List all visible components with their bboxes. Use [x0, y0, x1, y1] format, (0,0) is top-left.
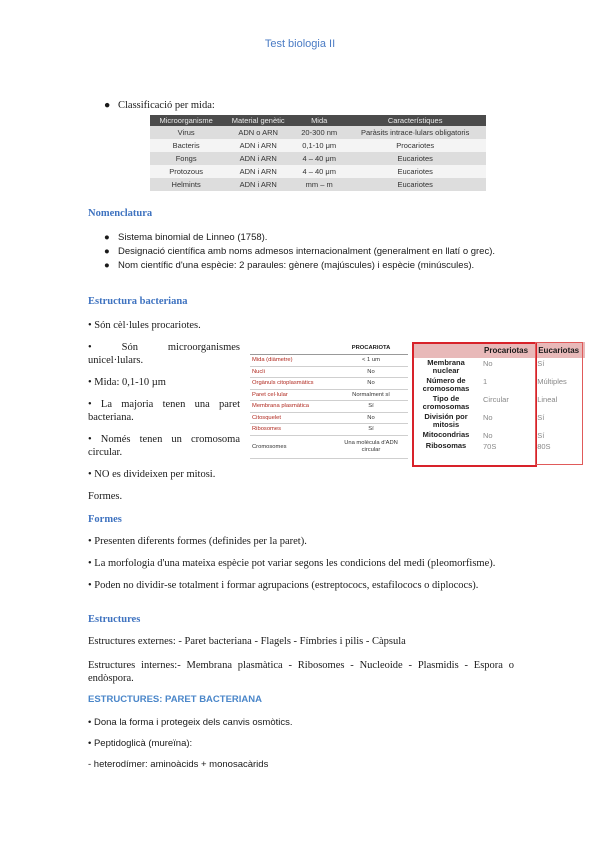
table-header-row: [150, 115, 486, 126]
column-header: Mida: [294, 115, 344, 126]
list-item: • La majoria tenen una paret bacteriana.: [88, 399, 240, 423]
formes-list: [88, 535, 512, 592]
table-cell: Eucariotes: [344, 165, 486, 178]
table-cell: Sí: [537, 359, 545, 368]
list-item: • NO es divideixen per mitosi.: [88, 469, 216, 480]
table-cell: Una molècula d'ADN circular: [334, 435, 408, 458]
table-cell: [250, 342, 334, 355]
table-row: [250, 366, 408, 378]
compare-table-wrapper: [412, 342, 585, 467]
list-item: • Només tenen un cromosoma circular.: [88, 434, 240, 458]
table-cell: Eucariotes: [344, 152, 486, 165]
table-cell: Sí: [537, 431, 545, 440]
table-cell: Orgànuls citoplasmàtics: [250, 378, 334, 390]
nomenclatura-heading: Nomenclatura: [88, 208, 153, 219]
table-cell: Membrana nuclear: [427, 358, 465, 375]
table-cell: 80S: [537, 442, 551, 451]
table-row: [150, 165, 486, 178]
table-cell: ADN i ARN: [222, 139, 294, 152]
column-header: Procariotas: [480, 342, 534, 358]
table-cell: No: [483, 359, 493, 368]
table-cell: Helmints: [150, 178, 222, 191]
table-cell: Fongs: [150, 152, 222, 165]
bullet-icon: ●: [104, 246, 110, 257]
table-cell: < 1 um: [334, 355, 408, 367]
table-cell: No: [334, 366, 408, 378]
classification-table: [150, 115, 486, 191]
list-item: - heterodímer: aminoàcids + monosacàrids: [88, 759, 269, 770]
list-item: [104, 231, 514, 245]
list-item: • Peptidoglicà (mureïna):: [88, 738, 193, 749]
table-row: [250, 378, 408, 390]
table-row: [250, 355, 408, 367]
formes-heading: Formes: [88, 514, 122, 525]
table-cell: Sí: [537, 413, 545, 422]
table-cell: División por mitosis: [424, 412, 468, 429]
table-cell: Mitocondrias: [422, 430, 470, 439]
table-cell: Circular: [483, 395, 509, 404]
estructura-list: [88, 319, 240, 503]
table-row: [250, 401, 408, 413]
estructures-externes: Estructures externes: - Paret bacteriana - Flagels - Fímbries i pilis - Càpsula: [88, 636, 406, 647]
bullet-icon: ●: [104, 260, 110, 271]
column-header: Material genètic: [222, 115, 294, 126]
table-cell: No: [483, 413, 493, 422]
procariotas-highlight-box: [412, 342, 537, 467]
table-cell: mm – m: [294, 178, 344, 191]
column-header: Microorganisme: [150, 115, 222, 126]
table-cell: No: [334, 412, 408, 424]
estructures-heading: Estructures: [88, 614, 141, 625]
table-cell: Cromosomes: [250, 435, 334, 458]
table-cell: 1: [483, 377, 488, 386]
column-header: PROCARIOTA: [334, 342, 408, 355]
table-cell: 70S: [483, 442, 497, 451]
column-header: Eucariotas: [534, 342, 585, 358]
table-cell: Lineal: [537, 395, 558, 404]
table-cell: ADN i ARN: [222, 165, 294, 178]
classification-label: Classificació per mida:: [118, 100, 215, 111]
table-row: [150, 126, 486, 139]
table-cell: No: [334, 378, 408, 390]
procariota-table: [250, 342, 408, 459]
table-cell: ADN i ARN: [222, 178, 294, 191]
list-item: • La morfologia d'una mateixa espècie pot variar segons les condicions del medi (pleomorfisme).: [88, 558, 496, 569]
estructures-internes: Estructures internes:- Membrana plasmàtica - Ribosomes - Nucleoide - Plasmidis - Espora o endòspora.: [88, 660, 514, 684]
table-cell: Protozous: [150, 165, 222, 178]
list-item: • Poden no dividir-se totalment i formar agrupacions (estreptococs, estafilococs o diplococs).: [88, 580, 479, 591]
table-row: [150, 152, 486, 165]
table-cell: No: [483, 431, 493, 440]
table-cell: Ribosomes: [250, 424, 334, 436]
column-header: Característiques: [344, 115, 486, 126]
eucariotas-highlight-box: [535, 342, 583, 465]
list-item-text: Nom científic d'una espècie: 2 paraules: gènere (majúscules) i espècie (minúscules).: [118, 260, 475, 271]
estructura-heading: Estructura bacteriana: [88, 296, 188, 307]
table-cell: Paret cel·lular: [250, 389, 334, 401]
table-cell: Paràsits intrace·lulars obligatoris: [344, 126, 486, 139]
table-row: [250, 412, 408, 424]
paret-list: [88, 717, 512, 770]
table-cell: ADN i ARN: [222, 152, 294, 165]
table-cell: Normalment sí: [334, 389, 408, 401]
list-item: [104, 245, 514, 259]
classification-bullet: [104, 100, 215, 111]
list-item-text: Sistema binomial de Linneo (1758).: [118, 232, 268, 243]
table-cell: Citosquelet: [250, 412, 334, 424]
table-cell: Membrana plasmàtica: [250, 401, 334, 413]
table-cell: Número de cromosomas: [422, 376, 470, 393]
table-cell: Tipo de cromosomas: [422, 394, 470, 411]
bullet-icon: ●: [104, 100, 111, 111]
table-header-row: [250, 342, 408, 355]
list-item: • Són cèl·lules procariotes.: [88, 320, 201, 331]
paret-heading: ESTRUCTURES: PARET BACTERIANA: [88, 694, 262, 705]
table-cell: Bacteris: [150, 139, 222, 152]
table-cell: Nucli: [250, 366, 334, 378]
formes-label: Formes.: [88, 491, 123, 502]
table-cell: Sí: [334, 424, 408, 436]
table-row: [250, 435, 408, 458]
list-item: • Dona la forma i protegeix dels canvis osmòtics.: [88, 717, 293, 728]
nomenclatura-list: [104, 231, 514, 273]
table-cell: Eucariotes: [344, 178, 486, 191]
table-cell: 0,1-10 μm: [294, 139, 344, 152]
list-item: [104, 259, 514, 273]
table-row: [150, 139, 486, 152]
table-cell: ADN o ARN: [222, 126, 294, 139]
table-cell: Múltiples: [537, 377, 567, 386]
table-cell: 4 – 40 μm: [294, 165, 344, 178]
table-row: [150, 178, 486, 191]
table-cell: Virus: [150, 126, 222, 139]
table-cell: 4 – 40 μm: [294, 152, 344, 165]
list-item: • Presenten diferents formes (definides per la paret).: [88, 536, 307, 547]
list-item: • Són microorganismes unicel·lulars.: [88, 342, 240, 366]
table-cell: Procariotes: [344, 139, 486, 152]
table-row: [250, 389, 408, 401]
table-cell: Sí: [334, 401, 408, 413]
page-title: Test biologia II: [264, 38, 336, 50]
list-item: • Mida: 0,1-10 µm: [88, 377, 166, 388]
list-item-text: Designació científica amb noms admesos internacionalment (generalment en llatí o grec).: [118, 246, 496, 257]
table-cell: 20-300 nm: [294, 126, 344, 139]
table-row: [250, 424, 408, 436]
table-cell: Mida (diàmetre): [250, 355, 334, 367]
bullet-icon: ●: [104, 232, 110, 243]
table-cell: Ribosomas: [425, 441, 467, 450]
